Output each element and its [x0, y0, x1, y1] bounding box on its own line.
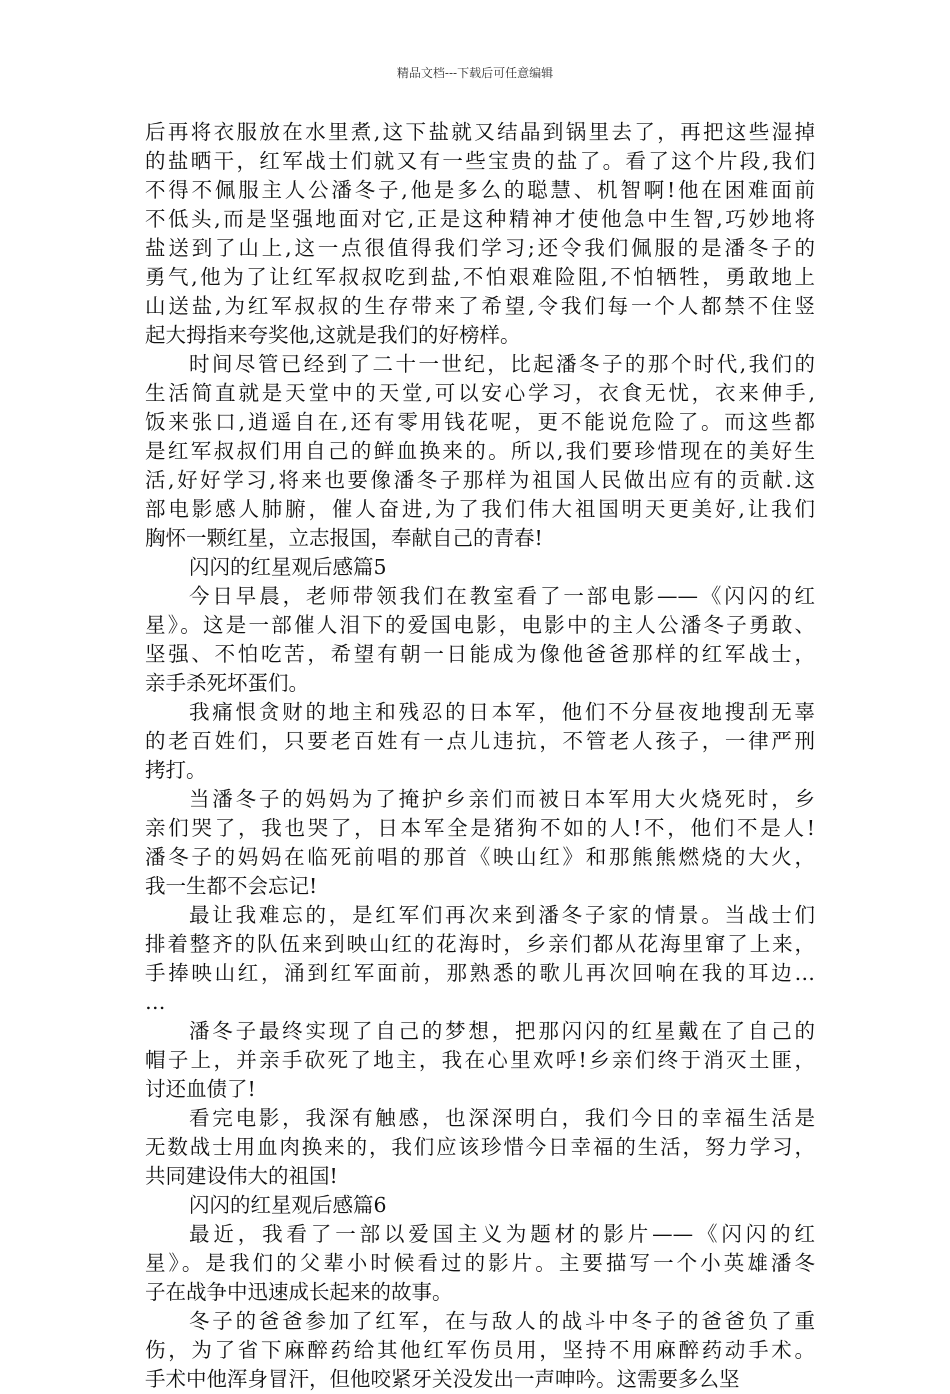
text-line: 帽子上，并亲手砍死了地主，我在心里欢呼!乡亲们终于消灭土匪， — [145, 1048, 815, 1072]
paragraph — [145, 1104, 815, 1191]
text-line: 饭来张口,逍遥自在,还有零用钱花呢，更不能说危险了。而这些都 — [145, 410, 815, 434]
text-line: 的盐晒干，红军战士们就又有一些宝贵的盐了。看了这个片段,我们 — [145, 149, 815, 173]
text-line: 的老百姓们，只要老百姓有一点儿违抗，不管老人孩子，一律严刑 — [145, 729, 815, 753]
paragraph — [145, 698, 815, 785]
text-line: 星》。是我们的父辈小时候看过的影片。主要描写一个小英雄潘冬 — [145, 1251, 815, 1275]
text-line: 排着整齐的队伍来到映山红的花海时，乡亲们都从花海里窜了上来， — [145, 932, 815, 956]
text-line: 部电影感人肺腑，催人奋进,为了我们伟大祖国明天更美好,让我们 — [145, 497, 815, 521]
document-body — [145, 118, 815, 1394]
paragraph — [145, 553, 815, 582]
paragraph — [145, 1017, 815, 1104]
paragraph — [145, 1307, 815, 1394]
text-line: 胸怀一颗红星，立志报国，奉献自己的青春! — [145, 526, 543, 550]
text-line: 潘冬子的妈妈在临死前唱的那首《映山红》和那熊熊燃烧的大火， — [145, 845, 815, 869]
text-line: 我痛恨贪财的地主和残忍的日本军，他们不分昼夜地搜刮无辜 — [189, 700, 815, 724]
text-line: 讨还血债了! — [145, 1077, 256, 1101]
text-line: 后再将衣服放在水里煮,这下盐就又结晶到锅里去了，再把这些湿掉 — [145, 120, 815, 144]
paragraph — [145, 1220, 815, 1307]
text-line: 拷打。 — [145, 758, 207, 782]
text-line: 活,好好学习,将来也要像潘冬子那样为祖国人民做出应有的贡献.这 — [145, 468, 815, 492]
text-line: 今日早晨，老师带领我们在教室看了一部电影——《闪闪的红 — [189, 584, 815, 608]
paragraph — [145, 1191, 815, 1220]
text-line: 时间尽管已经到了二十一世纪，比起潘冬子的那个时代,我们的 — [189, 352, 815, 376]
page-header: 精品文档---下载后可任意编辑 — [396, 66, 554, 80]
text-line: 当潘冬子的妈妈为了掩护乡亲们而被日本军用大火烧死时，乡 — [189, 787, 815, 811]
text-line: 勇气,他为了让红军叔叔吃到盐,不怕艰难险阻,不怕牺牲，勇敢地上 — [145, 265, 815, 289]
text-line: 起大拇指来夸奖他,这就是我们的好榜样。 — [145, 323, 521, 347]
text-line: 看完电影，我深有触感，也深深明白，我们今日的幸福生活是 — [189, 1106, 815, 1130]
text-line: 手捧映山红，涌到红军面前，那熟悉的歌儿再次回响在我的耳边… — [145, 961, 815, 985]
text-line: 山送盐,为红军叔叔的生存带来了希望,令我们每一个人都禁不住竖 — [145, 294, 815, 318]
text-line: 共同建设伟大的祖国! — [145, 1164, 338, 1188]
text-line: 无数战士用血肉换来的，我们应该珍惜今日幸福的生活，努力学习， — [145, 1135, 815, 1159]
text-line: 闪闪的红星观后感篇6 — [189, 1193, 387, 1217]
paragraph — [145, 901, 815, 1017]
text-line: 生活简直就是天堂中的天堂,可以安心学习，衣食无忧，衣来伸手, — [145, 381, 815, 405]
text-line: 不得不佩服主人公潘冬子,他是多么的聪慧、机智啊!他在困难面前 — [145, 178, 815, 202]
text-line: 亲们哭了，我也哭了，日本军全是猪狗不如的人!不，他们不是人! — [145, 816, 815, 840]
text-line: 星》。这是一部催人泪下的爱国电影，电影中的主人公潘冬子勇敢、 — [145, 613, 815, 637]
text-line: 伤，为了省下麻醉药给其他红军伤员用，坚持不用麻醉药动手术。 — [145, 1338, 815, 1362]
text-line: 子在战争中迅速成长起来的故事。 — [145, 1280, 453, 1304]
text-line: 是红军叔叔们用自己的鲜血换来的。所以,我们要珍惜现在的美好生 — [145, 439, 815, 463]
text-line: 手术中他浑身冒汗，但他咬紧牙关没发出一声呻吟。这需要多么坚 — [145, 1367, 740, 1391]
paragraph — [145, 785, 815, 901]
text-line: 不低头,而是坚强地面对它,正是这种精神才使他急中生智,巧妙地将 — [145, 207, 815, 231]
text-line: 坚强、不怕吃苦，希望有朝一日能成为像他爸爸那样的红军战士， — [145, 642, 815, 666]
text-line: 冬子的爸爸参加了红军，在与敌人的战斗中冬子的爸爸负了重 — [189, 1309, 815, 1333]
text-line: 潘冬子最终实现了自己的梦想，把那闪闪的红星戴在了自己的 — [189, 1019, 815, 1043]
text-line: 我一生都不会忘记! — [145, 874, 318, 898]
text-line: 亲手杀死坏蛋们。 — [145, 671, 309, 695]
text-line: 最近，我看了一部以爱国主义为题材的影片——《闪闪的红 — [189, 1222, 815, 1246]
paragraph — [145, 350, 815, 553]
text-line: 盐送到了山上,这一点很值得我们学习;还令我们佩服的是潘冬子的 — [145, 236, 815, 260]
text-line: 最让我难忘的，是红军们再次来到潘冬子家的情景。当战士们 — [189, 903, 815, 927]
paragraph — [145, 118, 815, 350]
text-line: 闪闪的红星观后感篇5 — [189, 555, 387, 579]
paragraph — [145, 582, 815, 698]
text-line: … — [145, 990, 166, 1014]
